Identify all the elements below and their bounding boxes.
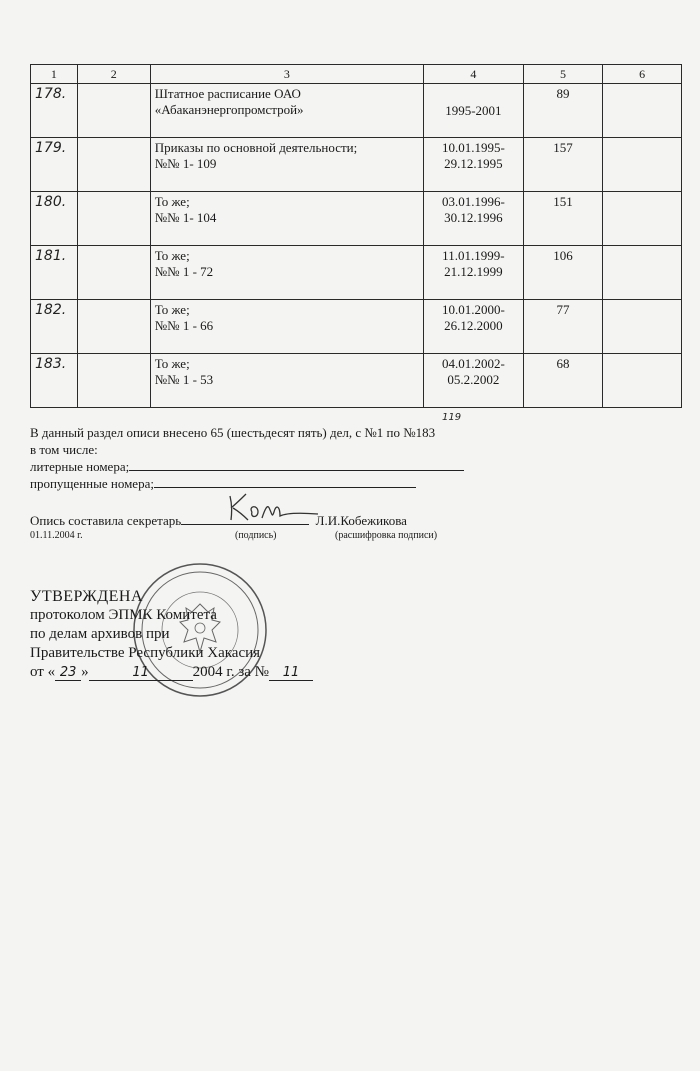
header-col-2: 2 — [77, 65, 150, 84]
row-number: 181. — [31, 246, 78, 300]
row-title — [150, 84, 423, 138]
row-title-line1: Штатное расписание ОАО — [154, 86, 301, 101]
letter-numbers-blank — [129, 458, 464, 471]
summary-total-line: В данный раздел описи внесено 65 (шестьдесят пять) дел, с №1 по №183 — [30, 425, 436, 440]
header-col-4: 4 — [423, 65, 523, 84]
row-dates-line2: 05.2.2002 — [447, 372, 500, 387]
row-notes — [603, 192, 682, 246]
approval-date-prefix: от « — [30, 664, 56, 680]
row-sheets: 106 — [523, 246, 602, 300]
handwritten-correction-number: 119 — [442, 412, 462, 423]
approval-protocol-number: 11 — [269, 663, 313, 681]
row-dates-line2: 29.12.1995 — [444, 156, 503, 171]
table-row — [31, 192, 682, 246]
approval-protocol-line: протоколом ЭПМК Комитета — [30, 607, 217, 623]
header-col-6: 6 — [603, 65, 682, 84]
approval-day: 23 — [55, 663, 81, 681]
row-dates-line2: 30.12.1996 — [444, 210, 503, 225]
row-title-line2: №№ 1 - 72 — [154, 264, 214, 279]
row-title-line1: То же; — [154, 302, 190, 317]
row-index-cell — [77, 84, 150, 138]
row-sheets: 68 — [523, 354, 602, 408]
row-sheets: 157 — [523, 138, 602, 192]
approval-archives-line: по делам архивов при — [30, 626, 170, 642]
inventory-table — [30, 64, 682, 408]
row-dates-line1: 04.01.2002- — [441, 356, 505, 371]
row-title-line1: То же; — [154, 356, 190, 371]
approval-month: 11 — [89, 663, 193, 681]
row-sheets: 77 — [523, 300, 602, 354]
letter-numbers-label: литерные номера; — [30, 459, 130, 474]
row-title-line2: №№ 1 - 53 — [154, 372, 214, 387]
row-title-line2: №№ 1 - 66 — [154, 318, 214, 333]
row-sheets: 89 — [523, 84, 602, 138]
signature-caption: (подпись) — [235, 530, 277, 541]
approval-heading: УТВЕРЖДЕНА — [30, 588, 144, 605]
row-number: 179. — [31, 138, 78, 192]
row-index-cell — [77, 300, 150, 354]
row-index-cell — [77, 354, 150, 408]
row-number: 178. — [31, 84, 78, 138]
row-title-line2: №№ 1- 104 — [154, 210, 217, 225]
row-dates-line1: 03.01.1996- — [441, 194, 505, 209]
row-dates — [423, 192, 523, 246]
skipped-numbers-blank — [154, 475, 416, 488]
row-notes — [603, 354, 682, 408]
row-dates — [423, 300, 523, 354]
row-title-line2: №№ 1- 109 — [154, 156, 217, 171]
compiled-by-line — [30, 512, 407, 529]
row-dates-line1: 1995-2001 — [445, 102, 502, 118]
row-dates-line1: 10.01.2000- — [441, 302, 505, 317]
row-dates — [423, 246, 523, 300]
approval-date-line — [30, 663, 313, 682]
row-notes — [603, 300, 682, 354]
row-notes — [603, 84, 682, 138]
row-title — [150, 192, 423, 246]
row-dates — [423, 354, 523, 408]
row-title — [150, 354, 423, 408]
row-number: 183. — [31, 354, 78, 408]
name-decode-caption: (расшифровка подписи) — [335, 530, 438, 541]
row-dates — [423, 84, 523, 138]
handwritten-signature — [222, 490, 332, 524]
row-number: 182. — [31, 300, 78, 354]
compiled-by-label: Опись составила секретарь — [30, 513, 182, 528]
approval-block — [30, 587, 313, 682]
row-dates-line1: 10.01.1995- — [441, 140, 505, 155]
row-title — [150, 300, 423, 354]
summary-letter-numbers-line — [30, 458, 650, 475]
row-title-line1: Приказы по основной деятельности; — [154, 140, 358, 155]
row-notes — [603, 138, 682, 192]
skipped-numbers-label: пропущенные номера; — [30, 476, 154, 491]
table-row — [31, 354, 682, 408]
row-dates-line2: 26.12.2000 — [444, 318, 503, 333]
approval-year-suffix: 2004 г. за № — [192, 664, 269, 680]
row-sheets: 151 — [523, 192, 602, 246]
summary-including-line: в том числе: — [30, 442, 98, 457]
compiler-name: Л.И.Кобежикова — [315, 513, 407, 528]
summary-skipped-numbers-line — [30, 475, 650, 492]
compiled-date: 01.11.2004 г. — [30, 530, 83, 541]
row-dates — [423, 138, 523, 192]
approval-government-line: Правительстве Республики Хакасия — [30, 645, 261, 661]
table-header-row — [31, 65, 682, 84]
row-dates-line2: 21.12.1999 — [444, 264, 503, 279]
header-col-3: 3 — [150, 65, 423, 84]
row-index-cell — [77, 138, 150, 192]
row-dates-line1: 11.01.1999- — [442, 248, 505, 263]
row-index-cell — [77, 192, 150, 246]
table-row — [31, 300, 682, 354]
table-row — [31, 84, 682, 138]
row-notes — [603, 246, 682, 300]
row-title-line1: То же; — [154, 194, 190, 209]
row-title-line1: То же; — [154, 248, 190, 263]
header-col-1: 1 — [31, 65, 78, 84]
table-row — [31, 246, 682, 300]
row-index-cell — [77, 246, 150, 300]
table-row — [31, 138, 682, 192]
inventory-summary — [30, 424, 650, 492]
approval-date-mid: » — [81, 664, 89, 680]
row-title — [150, 138, 423, 192]
row-number: 180. — [31, 192, 78, 246]
header-col-5: 5 — [523, 65, 602, 84]
row-title-line2: «Абаканэнергопромстрой» — [154, 102, 304, 117]
row-title — [150, 246, 423, 300]
